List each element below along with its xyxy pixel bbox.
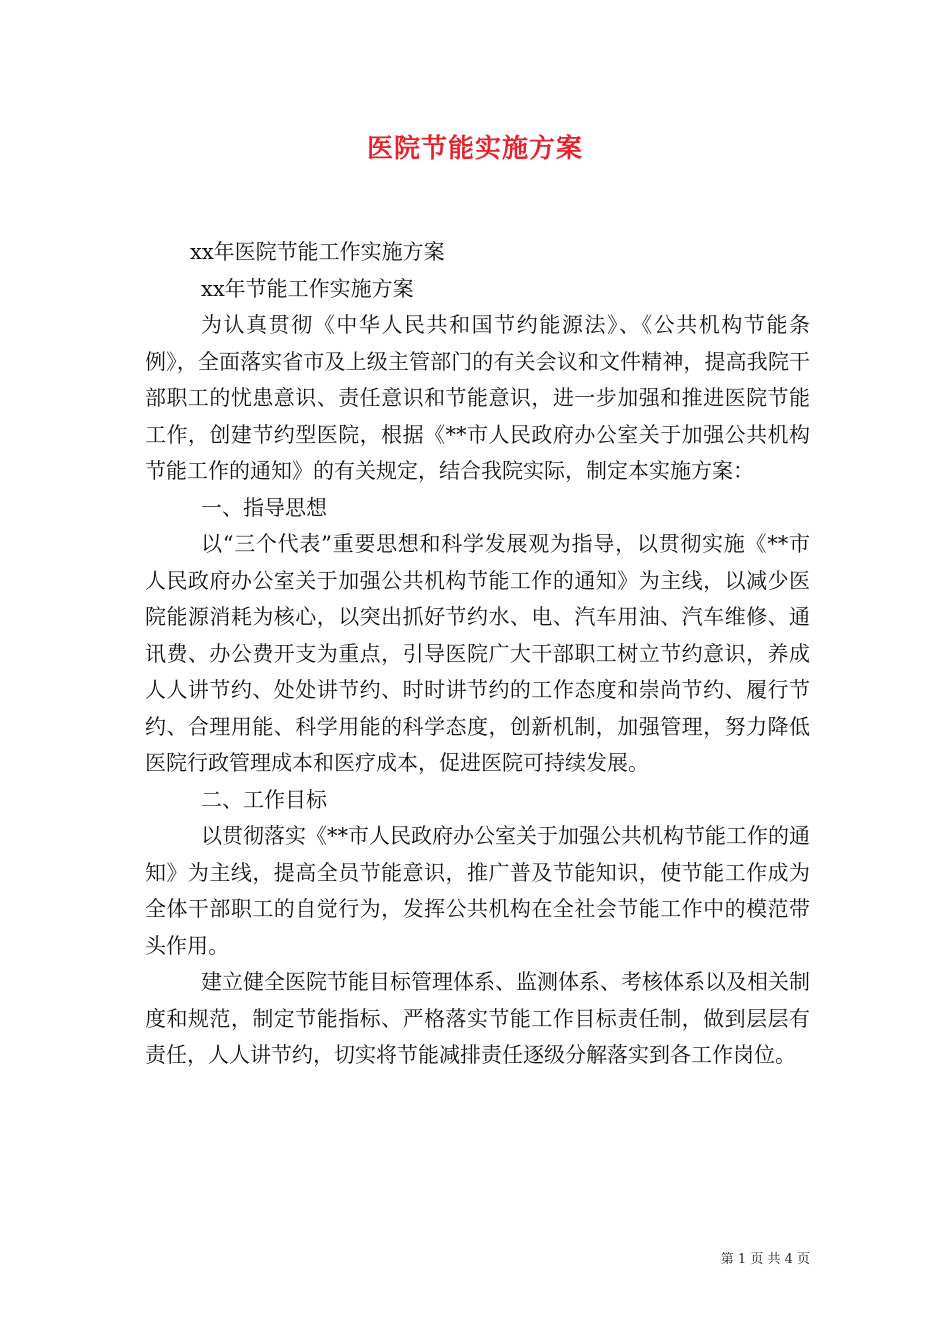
intro-paragraph: 为认真贯彻《中华人民共和国节约能源法》、《公共机构节能条例》，全面落实省市及上级主管部门的有关会议和文件精神，提高我院干部职工的忧患意识、责任意识和节能意识，进一步加强和推进医院节能工作，创建节约型医院，根据《**市人民政府办公室关于加强公共机构节能工作的通知》的有关规定，结合我院实际，制定本实施方案： xyxy=(145,313,810,483)
section-heading-guiding-thought: 一、指导思想 xyxy=(201,495,327,520)
work-goals-paragraph-2: 建立健全医院节能目标管理体系、监测体系、考核体系以及相关制度和规范，制定节能指标、严格落实节能工作目标责任制，做到层层有责任，人人讲节约，切实将节能减排责任逐级分解落实到各工作岗位。 xyxy=(145,970,810,1067)
document-body xyxy=(145,234,810,1074)
page-number-footer: 第 1 页 共 4 页 xyxy=(720,1252,810,1267)
subtitle-line-1: xx年医院节能工作实施方案 xyxy=(190,240,445,264)
guiding-thought-paragraph: 以“三个代表”重要思想和科学发展观为指导，以贯彻实施《**市人民政府办公室关于加强公共机构节能工作的通知》为主线，以减少医院能源消耗为核心，以突出抓好节约水、电、汽车用油、汽车维修、通讯费、办公费开支为重点，引导医院广大干部职工树立节约意识，养成人人讲节约、处处讲节约、时时讲节约的工作态度和崇尚节约、履行节约、合理用能、科学用能的科学态度，创新机制，加强管理，努力降低医院行政管理成本和医疗成本，促进医院可持续发展。 xyxy=(145,532,810,775)
document-title: 医院节能实施方案 xyxy=(366,134,583,164)
work-goals-paragraph-1: 以贯彻落实《**市人民政府办公室关于加强公共机构节能工作的通知》为主线，提高全员节能意识，推广普及节能知识，使节能工作成为全体干部职工的自觉行为，发挥公共机构在全社会节能工作中的模范带头作用。 xyxy=(145,824,810,958)
subtitle-line-2: xx年节能工作实施方案 xyxy=(201,276,414,301)
section-heading-work-goals: 二、工作目标 xyxy=(201,787,327,812)
